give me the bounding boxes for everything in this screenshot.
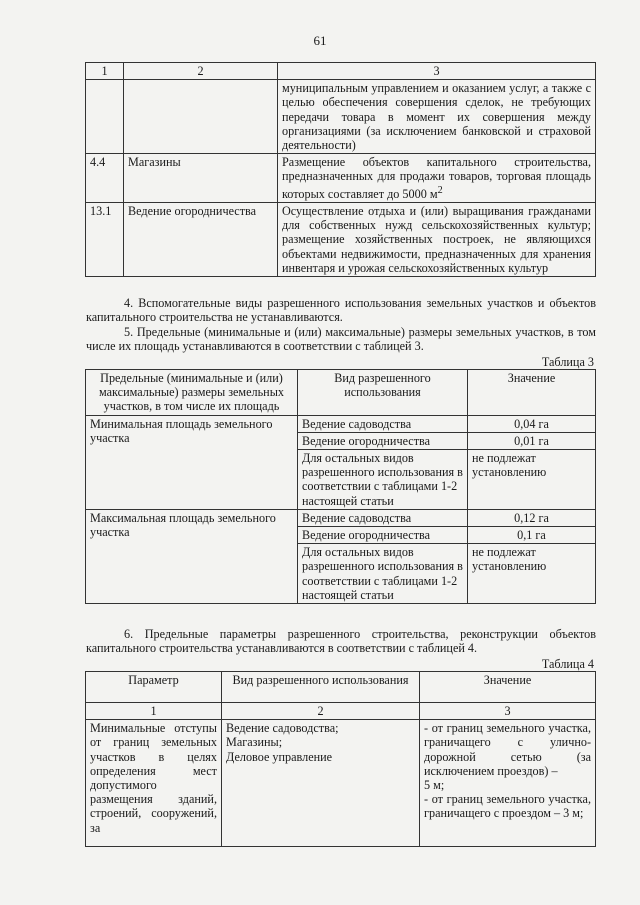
desc-cell: Осуществление отдыха и (или) выращивания гражданами для собственных нужд сельскохозяйственных культур; размещение хозяйственных построек, не являющихся объектами недвижимости, предназначенных для хранения инвентаря и урожая сельскохозяйственных культур [278, 202, 596, 276]
table-row [86, 154, 596, 203]
header-cell: Предельные (минимальные и (или) максимальные) размеры земельных участков, в том числе их площадь [86, 370, 298, 416]
table-row [86, 202, 596, 276]
value-cell: не подлежат установлению [468, 544, 596, 604]
table-number-row [86, 703, 596, 720]
use-line: Магазины; [226, 735, 283, 750]
value-cell: 0,01 га [468, 432, 596, 449]
param-cell: Максимальная площадь земельного участка [86, 509, 298, 603]
table-header-row [86, 370, 596, 416]
header-cell: Вид разрешенного использования [298, 370, 468, 416]
name-cell [124, 80, 278, 154]
use-line: Ведение садоводства; [226, 721, 339, 736]
use-cell [222, 720, 420, 847]
value-cell: 0,04 га [468, 415, 596, 432]
table-header-row [86, 63, 596, 80]
header-cell: Значение [468, 370, 596, 416]
header-cell: Значение [420, 672, 596, 703]
desc-cell: муниципальным управлением и оказанием услуг, а также с целью обеспечения совершения сделок, не требующих передачи товара в момент их совершения между организациями (за исключением банковской и страховой деятельности) [278, 80, 596, 154]
land-use-table [85, 62, 596, 277]
name-cell: Ведение огородничества [124, 202, 278, 276]
code-cell: 4.4 [86, 154, 124, 203]
header-cell: 3 [278, 63, 596, 80]
desc-text: Размещение объектов капитального строительства, предназначенных для продажи товаров, торговая площадь которых составляет до 5000 м [282, 155, 591, 201]
value-cell: 0,12 га [468, 509, 596, 526]
desc-cell [278, 154, 596, 203]
number-cell: 2 [222, 703, 420, 720]
header-cell: 2 [124, 63, 278, 80]
table-row [86, 415, 596, 432]
building-params-table [85, 671, 596, 847]
paragraph-4: 4. Вспомогательные виды разрешенного использования земельных участков и объектов капитального строительства не устанавливаются. [86, 296, 596, 325]
use-cell: Ведение садоводства [298, 509, 468, 526]
page-number: 61 [313, 33, 327, 48]
value-line: - от границ земельного участка, граничащего с проездом – 3 м; [424, 792, 591, 821]
table-4-caption: Таблица 4 [541, 657, 594, 671]
header-cell: Вид разрешенного использования [222, 672, 420, 703]
paragraph-6: 6. Предельные параметры разрешенного строительства, реконструкции объектов капитального строительства устанавливаются в соответствии с таблицей 4. [86, 627, 596, 656]
header-cell: Параметр [86, 672, 222, 703]
code-cell [86, 80, 124, 154]
header-cell: 1 [86, 63, 124, 80]
number-cell: 1 [86, 703, 222, 720]
param-cell: Минимальные отступы от границ земельных участков в целях определения мест допустимого размещения зданий, строений, сооружений, за [86, 720, 222, 847]
value-cell: не подлежат установлению [468, 450, 596, 510]
value-cell: 0,1 га [468, 527, 596, 544]
number-cell: 3 [420, 703, 596, 720]
value-line: - от границ земельного участка, граничащего с улично-дорожной сетью (за исключением проездов) – [424, 721, 591, 778]
table-row [86, 509, 596, 526]
use-line: Деловое управление [226, 749, 333, 764]
value-cell [420, 720, 596, 847]
use-cell: Ведение огородничества [298, 527, 468, 544]
use-cell: Ведение огородничества [298, 432, 468, 449]
use-cell: Ведение садоводства [298, 415, 468, 432]
param-cell: Минимальная площадь земельного участка [86, 415, 298, 509]
table-row [86, 80, 596, 154]
table-header-row [86, 672, 596, 703]
table-3-caption: Таблица 3 [541, 355, 594, 369]
use-cell: Для остальных видов разрешенного использования в соответствии с таблицами 1-2 настоящей статьи [298, 544, 468, 604]
paragraph-5: 5. Предельные (минимальные и (или) максимальные) размеры земельных участков, в том числе их площадь устанавливаются в соответствии с таблицей 3. [86, 325, 596, 354]
table-row [86, 720, 596, 847]
plot-size-table [85, 369, 596, 604]
code-cell: 13.1 [86, 202, 124, 276]
name-cell: Магазины [124, 154, 278, 203]
use-cell: Для остальных видов разрешенного использования в соответствии с таблицами 1-2 настоящей статьи [298, 450, 468, 510]
superscript: 2 [437, 184, 443, 196]
value-line: 5 м; [424, 778, 445, 793]
